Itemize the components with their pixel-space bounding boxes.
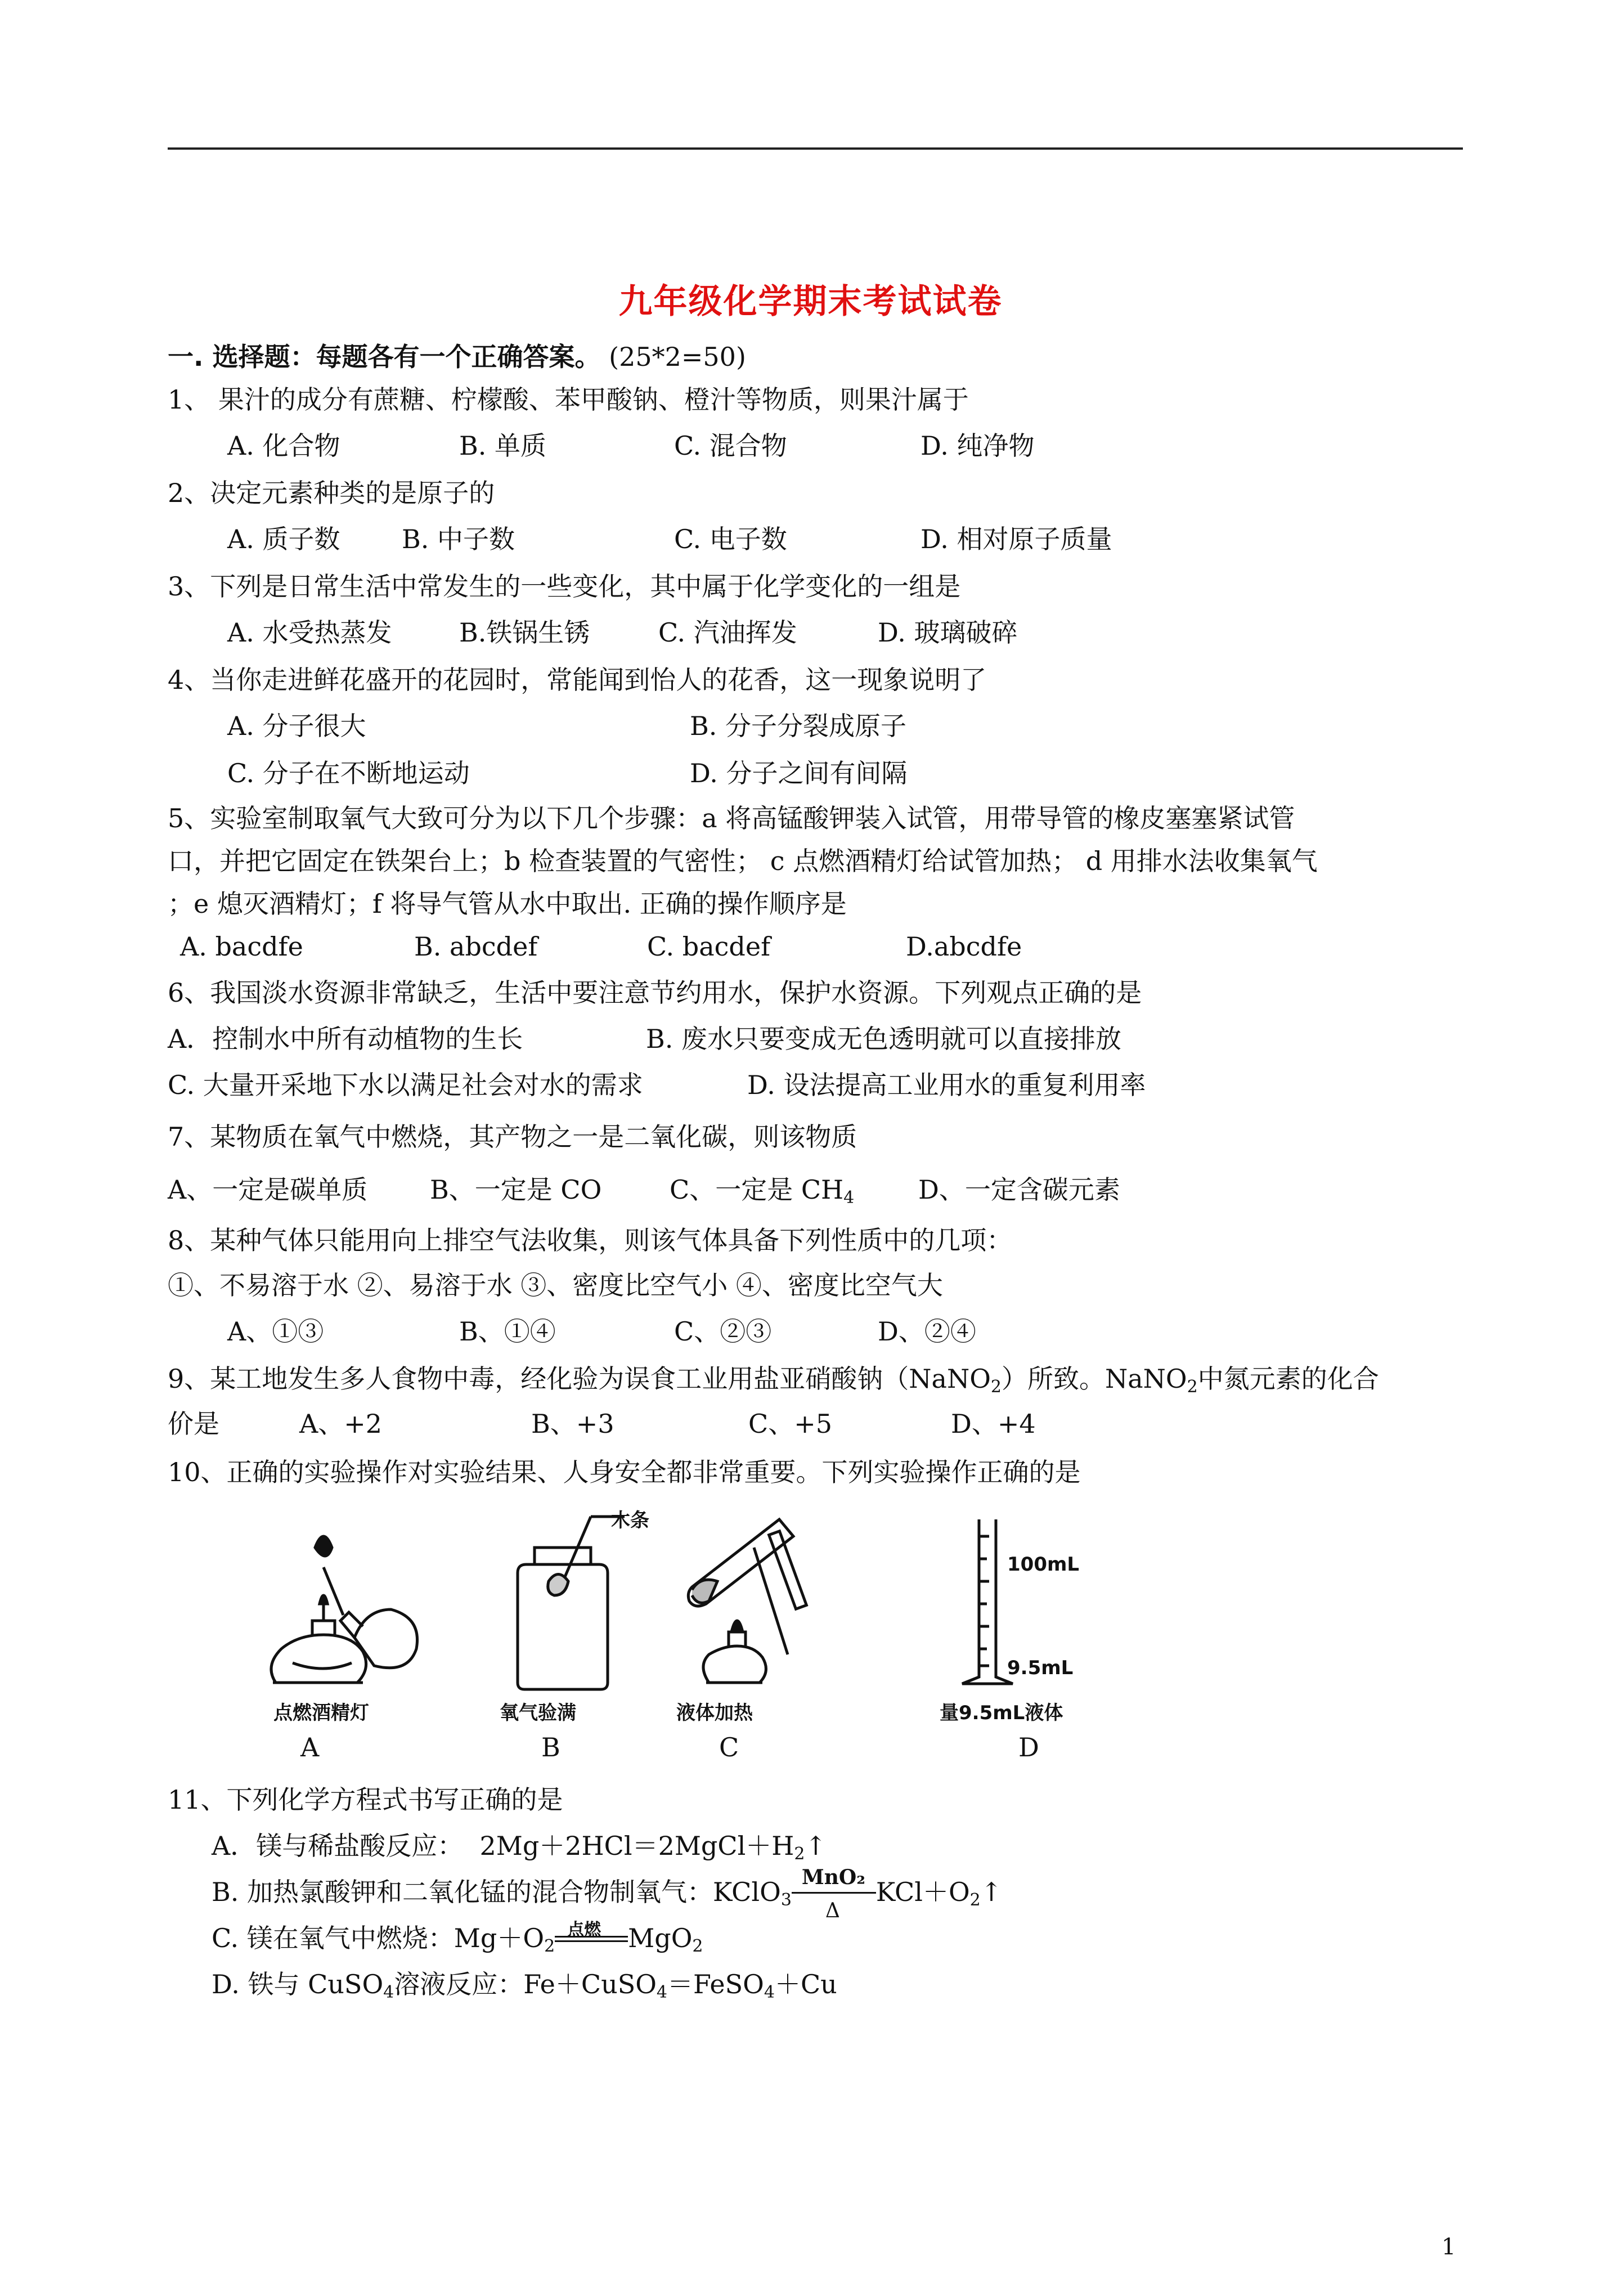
section-score: (25*2=50) [609, 342, 746, 372]
q11-stem: 11、下列化学方程式书写正确的是 [168, 1784, 563, 1815]
q11-c-product: MgO [628, 1923, 693, 1953]
page-title: 九年级化学期末考试试卷 [618, 282, 1003, 321]
figure-d-letter: D [1018, 1732, 1039, 1763]
q2-option-b: B. 中子数 [402, 524, 515, 554]
figure-d-label-95: 9.5mL [1007, 1657, 1074, 1679]
q5-option-b: B. abcdef [414, 931, 538, 962]
q1-option-d: D. 纯净物 [920, 430, 1035, 461]
q4-option-a: A. 分子很大 [227, 711, 366, 741]
q9-line-1 [168, 1362, 1379, 1396]
figure-b-letter: B [541, 1732, 560, 1763]
q5-line-2: 口，并把它固定在铁架台上；b 检查装置的气密性； c 点燃酒精灯给试管加热； d 用排水法收集氧气 [168, 846, 1318, 876]
q4-option-c: C. 分子在不断地运动 [227, 758, 470, 788]
q11-b-sub-2: 2 [969, 1890, 981, 1910]
q6-option-c: C. 大量开采地下水以满足社会对水的需求 [168, 1070, 643, 1100]
q11-d-sub-2: 4 [656, 1983, 668, 2002]
q11-b-heat: Δ [825, 1899, 840, 1922]
q3-option-c: C. 汽油挥发 [658, 617, 797, 648]
q9-option-d: D、+4 [951, 1409, 1036, 1439]
q11-a-sub: 2 [794, 1844, 805, 1864]
q5-option-c: C. bacdef [647, 931, 771, 962]
figure-c-liquid-heating [675, 1514, 878, 1694]
q11-b-text: B. 加热氯酸钾和二氧化锰的混合物制氧气：KClO [212, 1877, 781, 1907]
q9-option-c: C、+5 [748, 1409, 833, 1439]
q11-b-condition [792, 1866, 876, 1922]
q11-c-sub-2: 2 [692, 1936, 703, 1956]
figure-b-strip-label: 木条 [611, 1509, 649, 1532]
q7-stem: 7、某物质在氧气中燃烧，其产物之一是二氧化碳，则该物质 [168, 1122, 857, 1152]
figure-a-caption: 点燃酒精灯 [273, 1702, 369, 1724]
q1-option-b: B. 单质 [459, 430, 547, 461]
q11-d-post: ＋Cu [774, 1969, 837, 1999]
q6-option-b: B. 废水只要变成无色透明就可以直接排放 [646, 1024, 1122, 1054]
q11-b-products: KCl＋O [875, 1877, 970, 1907]
q2-option-c: C. 电子数 [674, 524, 787, 554]
figure-b-caption: 氧气验满 [500, 1702, 576, 1724]
q6-option-a: A．控制水中所有动植物的生长 [168, 1024, 523, 1054]
q3-option-a: A. 水受热蒸发 [227, 617, 392, 648]
q11-d-sub-3: 4 [764, 1983, 775, 2002]
q11-b-catalyst: MnO₂ [801, 1866, 866, 1889]
q11-d-mid-2: ＝FeSO [667, 1969, 764, 1999]
q11-option-b [212, 1866, 1003, 1922]
q7-option-d: D、一定含碳元素 [918, 1174, 1120, 1205]
q7-option-c-text: C、一定是 CH [670, 1174, 844, 1205]
q11-d-text: D. 铁与 CuSO [212, 1969, 384, 1999]
q8-option-b: B、①④ [459, 1316, 556, 1347]
q9-option-a: A、+2 [299, 1409, 383, 1439]
q4-option-d: D. 分子之间有间隔 [690, 758, 908, 788]
q7-option-a: A、一定是碳单质 [168, 1174, 368, 1205]
q5-option-d: D.abcdfe [906, 931, 1022, 962]
q11-c-sub: 2 [544, 1936, 555, 1956]
q9-line-1-mid: ）所致。NaNO [1002, 1364, 1187, 1394]
q4-stem: 4、当你走进鲜花盛开的花园时，常能闻到怡人的花香，这一现象说明了 [168, 665, 987, 695]
q3-stem: 3、下列是日常生活中常发生的一些变化，其中属于化学变化的一组是 [168, 571, 961, 602]
q8-properties: ①、不易溶于水 ②、易溶于水 ③、密度比空气小 ④、密度比空气大 [168, 1270, 943, 1301]
q11-d-sub: 4 [383, 1983, 394, 2002]
q2-option-a: A. 质子数 [227, 524, 340, 554]
q11-b-sub: 3 [780, 1890, 792, 1910]
q2-stem: 2、决定元素种类的是原子的 [168, 478, 495, 508]
q8-stem: 8、某种气体只能用向上排空气法收集，则该气体具备下列性质中的几项： [168, 1225, 1013, 1255]
q8-option-a: A、①③ [227, 1316, 324, 1347]
q7-option-c-sub: 4 [843, 1188, 855, 1208]
section-heading-text: 一. 选择题：每题各有一个正确答案。 [168, 342, 601, 372]
q11-c-text: C. 镁在氧气中燃烧：Mg＋O [212, 1923, 545, 1953]
q5-line-1: 5、实验室制取氧气大致可分为以下几个步骤：a 将高锰酸钾装入试管，用带导管的橡皮塞塞紧试管 [168, 803, 1295, 833]
figure-c-caption: 液体加热 [676, 1702, 753, 1724]
q9-sub-1: 2 [990, 1377, 1002, 1397]
q11-option-d [212, 1967, 837, 2001]
figure-d-label-100: 100mL [1007, 1553, 1080, 1576]
q11-d-mid: 溶液反应：Fe＋CuSO [394, 1969, 657, 1999]
q11-option-a [212, 1829, 827, 1863]
q1-stem: 1、 果汁的成分有蔗糖、柠檬酸、苯甲酸钠、橙汁等物质，则果汁属于 [168, 384, 969, 415]
q7-option-b: B、一定是 CO [430, 1174, 602, 1205]
q1-option-c: C. 混合物 [674, 430, 787, 461]
figure-a-alcohol-lamp [259, 1514, 428, 1716]
q5-line-3: ；e 熄灭酒精灯；f 将导气管从水中取出. 正确的操作顺序是 [168, 889, 847, 919]
header-rule [168, 147, 1463, 150]
q7-option-c [670, 1173, 854, 1207]
figure-a-letter: A [300, 1732, 320, 1763]
q3-option-d: D. 玻璃破碎 [878, 617, 1018, 648]
q8-option-d: D、②④ [878, 1316, 976, 1347]
page-number: 1 [1442, 2234, 1456, 2260]
q11-a-arrow: ↑ [805, 1831, 827, 1861]
figure-b-oxygen-test [495, 1514, 641, 1694]
q9-line-1-post: 中氮元素的化合 [1197, 1364, 1379, 1394]
q2-option-d: D. 相对原子质量 [920, 524, 1112, 554]
q1-option-a: A. 化合物 [227, 430, 340, 461]
q10-stem: 10、正确的实验操作对实验结果、人身安全都非常重要。下列实验操作正确的是 [168, 1457, 1081, 1487]
section-heading [168, 340, 746, 374]
q11-a-text: A．镁与稀盐酸反应： 2Mg＋2HCl＝2MgCl＋H [212, 1831, 794, 1861]
q9-sub-2: 2 [1187, 1377, 1198, 1397]
q9-line-1-pre: 9、某工地发生多人食物中毒，经化验为误食工业用盐亚硝酸钠（NaNO [168, 1364, 991, 1394]
q11-c-ignite: 点燃 [567, 1920, 601, 1940]
q9-option-b: B、+3 [531, 1409, 614, 1439]
q3-option-b: B.铁锅生锈 [459, 617, 590, 648]
q11-c-condition [555, 1921, 628, 1955]
q8-option-c: C、②③ [674, 1316, 772, 1347]
q11-b-arrow: ↑ [980, 1877, 1003, 1907]
q9-line-2: 价是 [168, 1409, 219, 1439]
q5-option-a: A. bacdfe [180, 931, 303, 962]
q4-option-b: B. 分子分裂成原子 [690, 711, 907, 741]
figure-c-letter: C [719, 1732, 739, 1763]
figure-d-caption: 量9.5mL液体 [940, 1702, 1063, 1724]
q11-option-c [212, 1921, 703, 1955]
q6-option-d: D. 设法提高工业用水的重复利用率 [747, 1070, 1146, 1100]
q6-stem: 6、我国淡水资源非常缺乏，生活中要注意节约用水，保护水资源。下列观点正确的是 [168, 977, 1142, 1008]
